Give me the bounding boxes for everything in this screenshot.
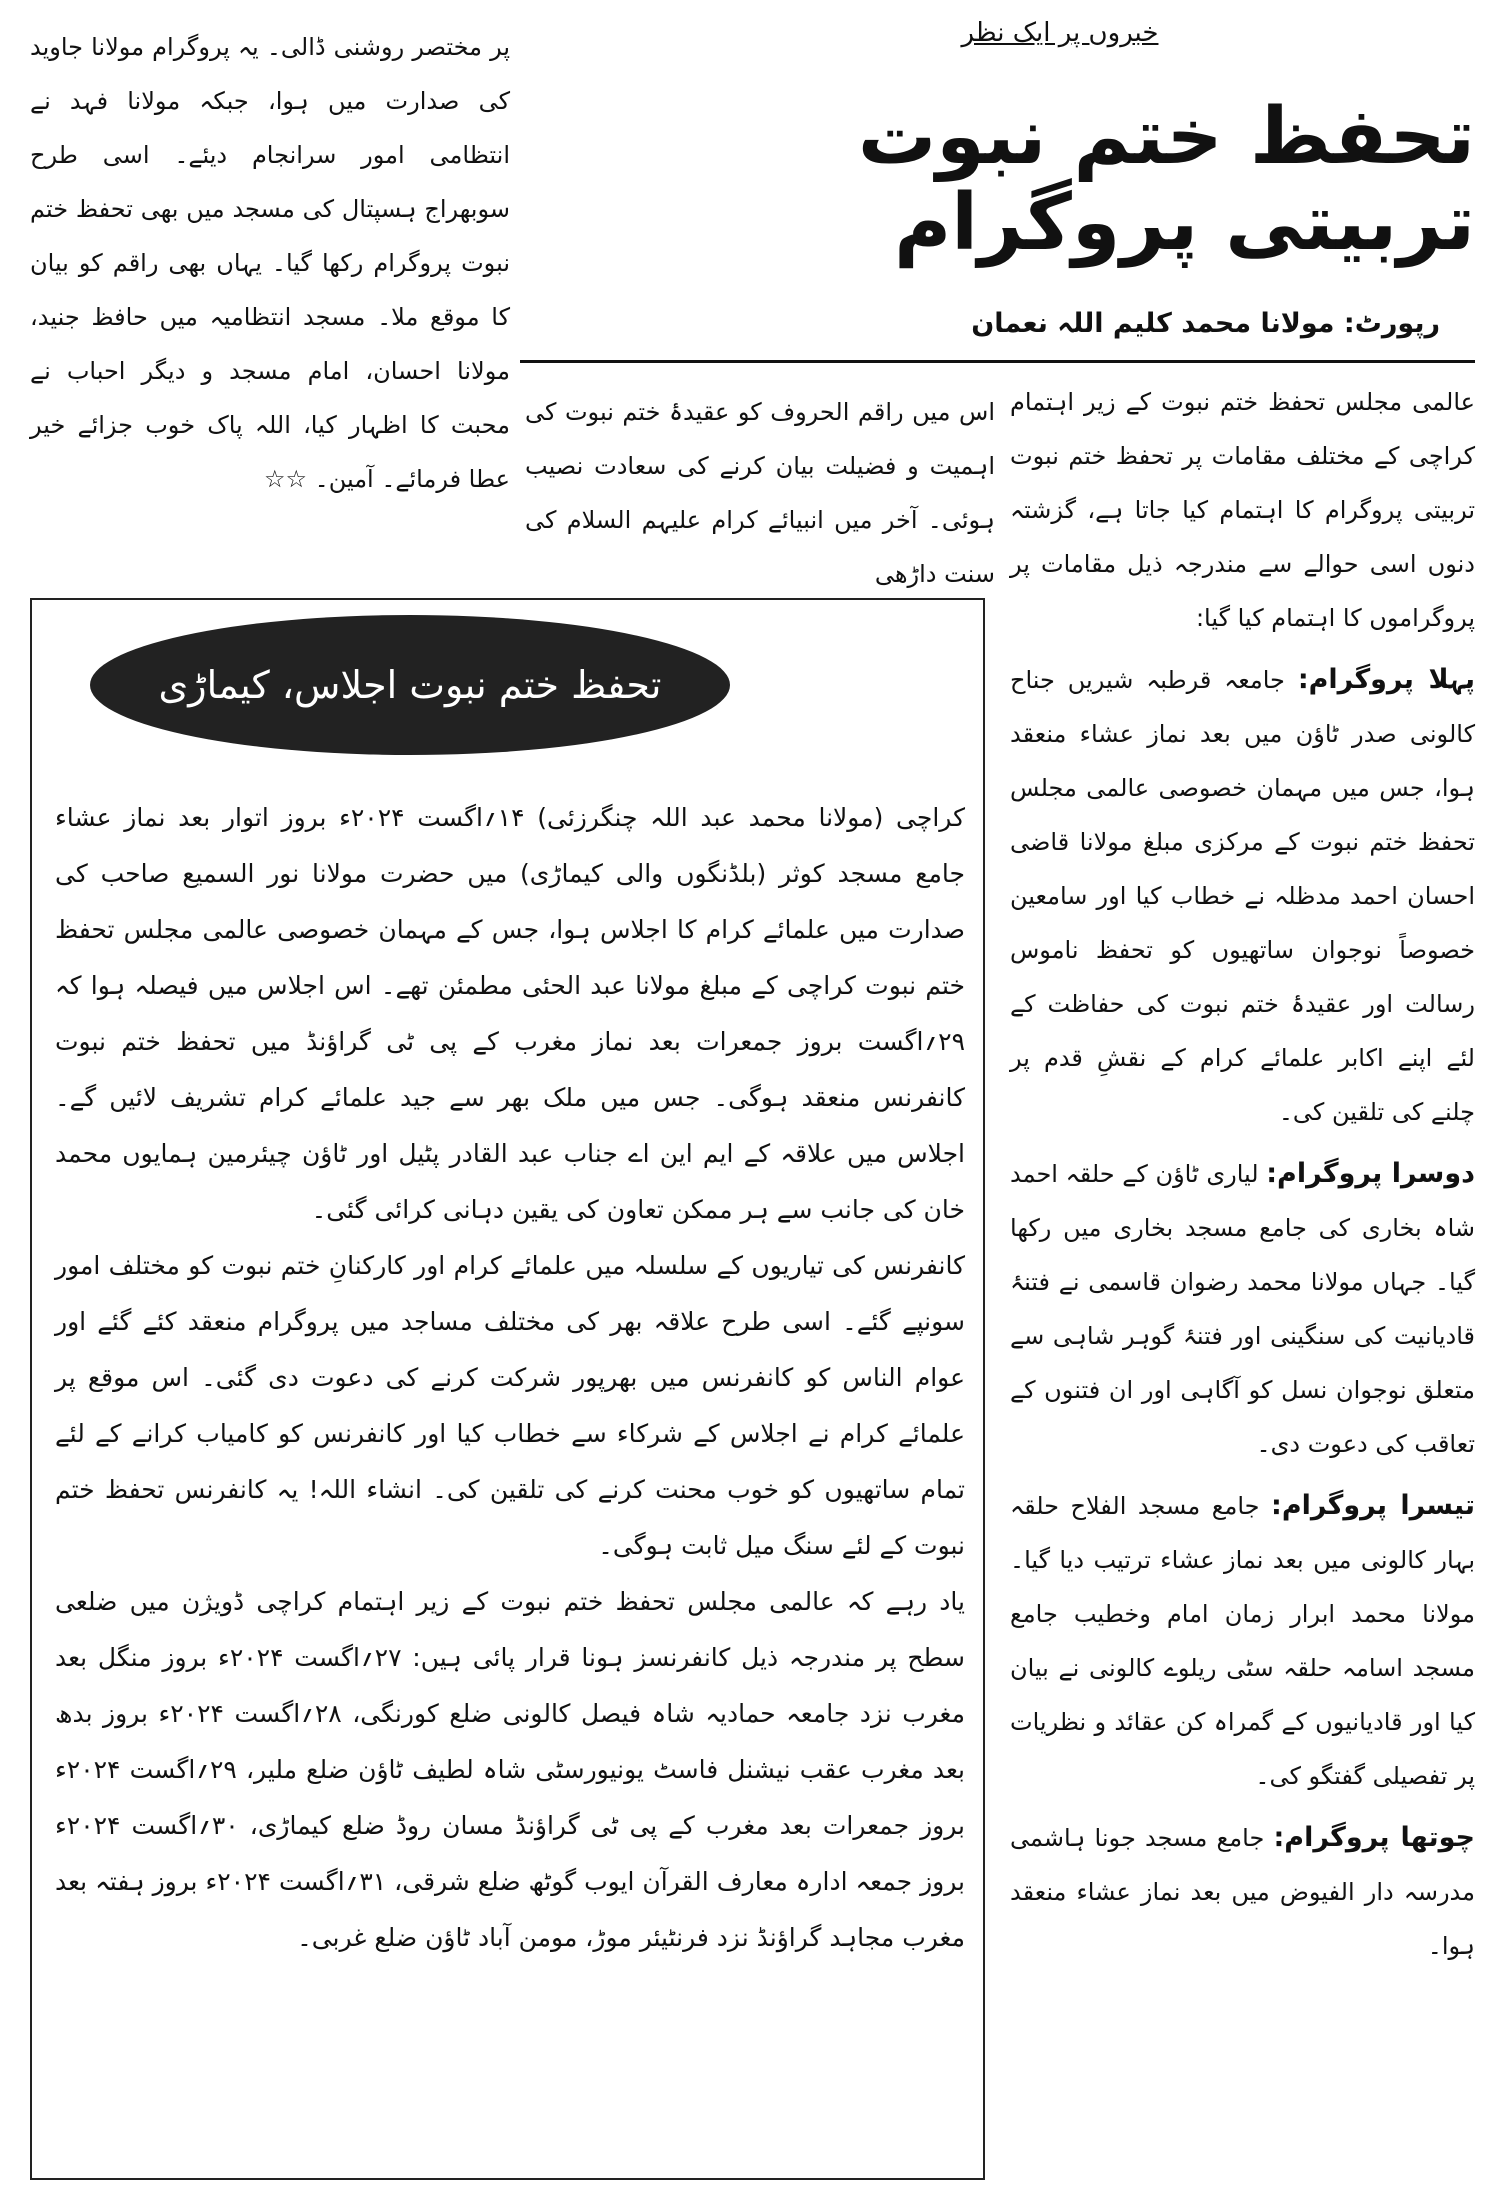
boxed-paragraph-1: کراچی (مولانا محمد عبد اللہ چنگرزئی) ۱۴؍اگست ۲۰۲۴ء بروز اتوار بعد نماز عشاء جامع مسجد کوثر (بلڈنگوں والی کیماڑی) میں حضرت مولانا نور السمیع صاحب کی صدارت میں علمائے کرام کا اجلاس ہوا، جس کے مہمان خصوصی عالمی مجلس تحفظ ختم نبوت کراچی کے مبلغ مولانا عبد الحئی مطمئن تھے۔ اس اجلاس میں فیصلہ ہوا کہ ۲۹؍اگست بروز جمعرات بعد نماز مغرب کے پی ٹی گراؤنڈ میں تحفظ ختم نبوت کانفرنس منعقد ہوگی۔ جس میں ملک بھر سے جید علمائے کرام تشریف لائیں گے۔ اجلاس میں علاقہ کے ایم این اے جناب عبد القادر پٹیل اور ٹاؤن چیئرمین ہمایوں محمد خان کی جانب سے ہر ممکن تعاون کی یقین دہانی کرائی گئی۔ <box>55 803 965 1224</box>
left-column-text: پر مختصر روشنی ڈالی۔ یہ پروگرام مولانا جاوید کی صدارت میں ہوا، جبکہ مولانا فہد نے انتظامی امور سرانجام دیئے۔ اسی طرح سوبھراج ہسپتال کی مسجد میں بھی تحفظ ختم نبوت پروگرام رکھا گیا۔ یہاں بھی راقم کو بیان کا موقع ملا۔ مسجد انتظامیہ میں حافظ جنید، مولانا احسان، امام مسجد و دیگر احباب نے محبت کا اظہار کیا، اللہ پاک خوب جزائے خیر عطا فرمائے۔ آمین۔ ☆☆ <box>30 33 510 493</box>
program-4-label: چوتھا پروگرام: <box>1273 1822 1476 1853</box>
header-divider <box>520 360 1475 363</box>
page-headline: تحفظ ختم نبوت تربیتی پروگرام <box>857 92 1475 268</box>
right-column <box>1010 375 1475 1973</box>
right-column-intro: عالمی مجلس تحفظ ختم نبوت کے زیر اہتمام کراچی کے مختلف مقامات پر تحفظ ختم نبوت تربیتی پروگرام کا اہتمام کیا جاتا ہے، گزشتہ دنوں اسی حوالے سے مندرجہ ذیل مقامات پر پروگراموں کا اہتمام کیا گیا: <box>1010 388 1475 632</box>
program-3-text: جامع مسجد الفلاح حلقہ بہار کالونی میں بعد نماز عشاء ترتیب دیا گیا۔ مولانا محمد ابرار زمان امام وخطیب جامع مسجد اسامہ حلقہ سٹی ریلوے کالونی نے بیان کیا اور قادیانیوں کے گمراہ کن عقائد و نظریات پر تفصیلی گفتگو کی۔ <box>1010 1492 1475 1790</box>
middle-column <box>525 385 995 601</box>
section-kicker: خبروں پر ایک نظر <box>961 18 1159 48</box>
program-2-label: دوسرا پروگرام: <box>1266 1158 1475 1189</box>
boxed-article-body <box>55 790 965 1966</box>
boxed-paragraph-2: کانفرنس کی تیاریوں کے سلسلہ میں علمائے کرام اور کارکنانِ ختم نبوت کو مختلف امور سونپے گئے۔ اسی طرح علاقہ بھر کی مختلف مساجد میں پروگرام منعقد کئے گئے اور عوام الناس کو کانفرنس میں بھرپور شرکت کرنے کی دعوت دی گئی۔ اس موقع پر علمائے کرام نے اجلاس کے شرکاء سے خطاب کیا اور کانفرنس کو کامیاب کرانے کے لئے تمام ساتھیوں کو خوب محنت کرنے کی تلقین کی۔ انشاء اللہ! یہ کانفرنس تحفظ ختم نبوت کے لئے سنگ میل ثابت ہوگی۔ <box>55 1251 965 1560</box>
program-1-text: جامعہ قرطبہ شیریں جناح کالونی صدر ٹاؤن میں بعد نماز عشاء منعقد ہوا، جس میں مہمان خصوصی عالمی مجلس تحفظ ختم نبوت کے مرکزی مبلغ مولانا قاضی احسان احمد مدظلہ نے خطاب کیا اور سامعین خصوصاً نوجوان ساتھیوں کو تحفظ ناموس رسالت اور عقیدۂ ختم نبوت کی حفاظت کے لئے اپنے اکابر علمائے کرام کے نقشِ قدم پر چلنے کی تلقین کی۔ <box>1010 666 1475 1126</box>
program-3 <box>1010 1479 1475 1803</box>
program-1 <box>1010 653 1475 1139</box>
left-column <box>30 20 510 506</box>
program-2-text: لیاری ٹاؤن کے حلقہ احمد شاہ بخاری کی جامع مسجد بخاری میں رکھا گیا۔ جہاں مولانا محمد رضوان قاسمی نے فتنۂ قادیانیت کی سنگینی اور فتنۂ گوہر شاہی سے متعلق نوجوان نسل کو آگاہی اور ان فتنوں کے تعاقب کی دعوت دی۔ <box>1010 1160 1475 1458</box>
program-4-text: جامع مسجد جونا ہاشمی مدرسہ دار الفیوض میں بعد نماز عشاء منعقد ہوا۔ <box>1010 1824 1475 1960</box>
middle-column-text: اس میں راقم الحروف کو عقیدۂ ختم نبوت کی اہمیت و فضیلت بیان کرنے کی سعادت نصیب ہوئی۔ آخر میں انبیائے کرام علیہم السلام کی سنت داڑھی <box>525 398 995 588</box>
byline: رپورٹ: مولانا محمد کلیم اللہ نعمان <box>971 308 1440 339</box>
program-3-label: تیسرا پروگرام: <box>1271 1490 1476 1521</box>
boxed-article-title: تحفظ ختم نبوت اجلاس، کیماڑی <box>90 615 730 755</box>
boxed-paragraph-3: یاد رہے کہ عالمی مجلس تحفظ ختم نبوت کے زیر اہتمام کراچی ڈویژن میں ضلعی سطح پر مندرجہ ذیل کانفرنسز ہونا قرار پائی ہیں: ۲۷؍اگست ۲۰۲۴ء بروز منگل بعد مغرب نزد جامعہ حمادیہ شاہ فیصل کالونی ضلع کورنگی، ۲۸؍اگست ۲۰۲۴ء بروز بدھ بعد مغرب عقب نیشنل فاسٹ یونیورسٹی شاہ لطیف ٹاؤن ضلع ملیر، ۲۹؍اگست ۲۰۲۴ء بروز جمعرات بعد مغرب کے پی ٹی گراؤنڈ مسان روڈ ضلع کیماڑی، ۳۰؍اگست ۲۰۲۴ء بروز جمعہ ادارہ معارف القرآن ایوب گوٹھ ضلع شرقی، ۳۱؍اگست ۲۰۲۴ء بروز ہفتہ بعد مغرب مجاہد گراؤنڈ نزد فرنٹیئر موڑ، مومن آباد ٹاؤن ضلع غربی۔ <box>55 1587 966 1952</box>
program-4 <box>1010 1811 1475 1973</box>
program-1-label: پہلا پروگرام: <box>1297 664 1475 695</box>
program-2 <box>1010 1147 1475 1471</box>
